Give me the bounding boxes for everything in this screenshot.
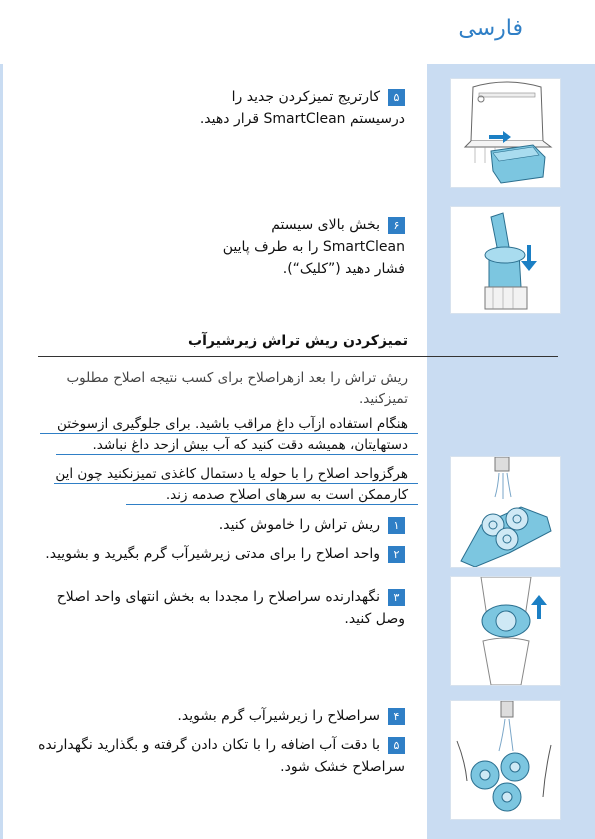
warning-underline bbox=[126, 504, 418, 505]
step-number-badge: ۲ bbox=[388, 546, 405, 563]
step-3-reattach-holder bbox=[25, 586, 405, 630]
smartclean-cartridge-insert-illustration bbox=[450, 78, 561, 188]
step-number-badge: ۱ bbox=[388, 517, 405, 534]
section-title: تمیزکردن ریش تراش زیرشیرآب bbox=[188, 333, 408, 349]
step-5-dry-holder bbox=[25, 734, 405, 778]
step-text: کارتریج تمیزکردن جدید را درسیستم SmartClean قرار دهید. bbox=[199, 89, 405, 127]
step-1-switch-off bbox=[25, 514, 405, 536]
attach-holder-illustration bbox=[450, 576, 561, 686]
rinse-shaving-heads-illustration bbox=[450, 700, 561, 820]
step-4-rinse-heads bbox=[25, 705, 405, 727]
page-language-title: فارسی bbox=[458, 16, 523, 41]
left-margin-strip bbox=[0, 64, 3, 839]
step-number-badge: ۵ bbox=[388, 89, 405, 106]
warning-underline bbox=[40, 433, 418, 434]
warning-underline bbox=[54, 483, 418, 484]
step-2-rinse-unit bbox=[25, 543, 405, 565]
step-text: نگهدارنده سراصلاح را مجددا به بخش انتهای واحد اصلاح وصل کنید. bbox=[56, 589, 405, 627]
hot-water-warning: هنگام استفاده ازآب داغ مراقب باشید. برای جلوگیری ازسوختن دستهایتان، همیشه دقت کنید که آب بیش ازحد داغ نباشد. bbox=[56, 416, 408, 453]
towel-warning: هرگزواحد اصلاح را با حوله یا دستمال کاغذی تمیزنکنید چون این کارممکن است به سرهای اصلاح صدمه زند. bbox=[55, 466, 408, 503]
smartclean-press-down-illustration bbox=[450, 206, 561, 314]
step-text: ریش تراش را خاموش کنید. bbox=[218, 517, 380, 533]
step-text: واحد اصلاح را برای مدتی زیرشیرآب گرم بگیرید و بشویید. bbox=[45, 546, 380, 562]
step-number-badge: ۶ bbox=[388, 217, 405, 234]
rinse-shaving-unit-illustration bbox=[450, 456, 561, 568]
step-number-badge: ۳ bbox=[388, 589, 405, 606]
intro-paragraph: ریش تراش را بعد ازهراصلاح برای کسب نتیجه اصلاح مطلوب تمیزکنید. bbox=[66, 370, 408, 407]
step-text: بخش بالای سیستم SmartClean را به طرف پایین فشار دهید (”کلیک“). bbox=[222, 217, 405, 277]
step-number-badge: ۵ bbox=[388, 737, 405, 754]
step-5-insert-cartridge bbox=[193, 86, 405, 130]
step-number-badge: ۴ bbox=[388, 708, 405, 725]
step-text: با دقت آب اضافه را با تکان دادن گرفته و بگذارید نگهدارنده سراصلاح خشک شود. bbox=[38, 737, 405, 775]
step-text: سراصلاح را زیرشیرآب گرم بشوید. bbox=[177, 708, 380, 724]
section-divider bbox=[38, 356, 558, 357]
step-6-press-down bbox=[193, 214, 405, 280]
warning-underline bbox=[56, 454, 418, 455]
